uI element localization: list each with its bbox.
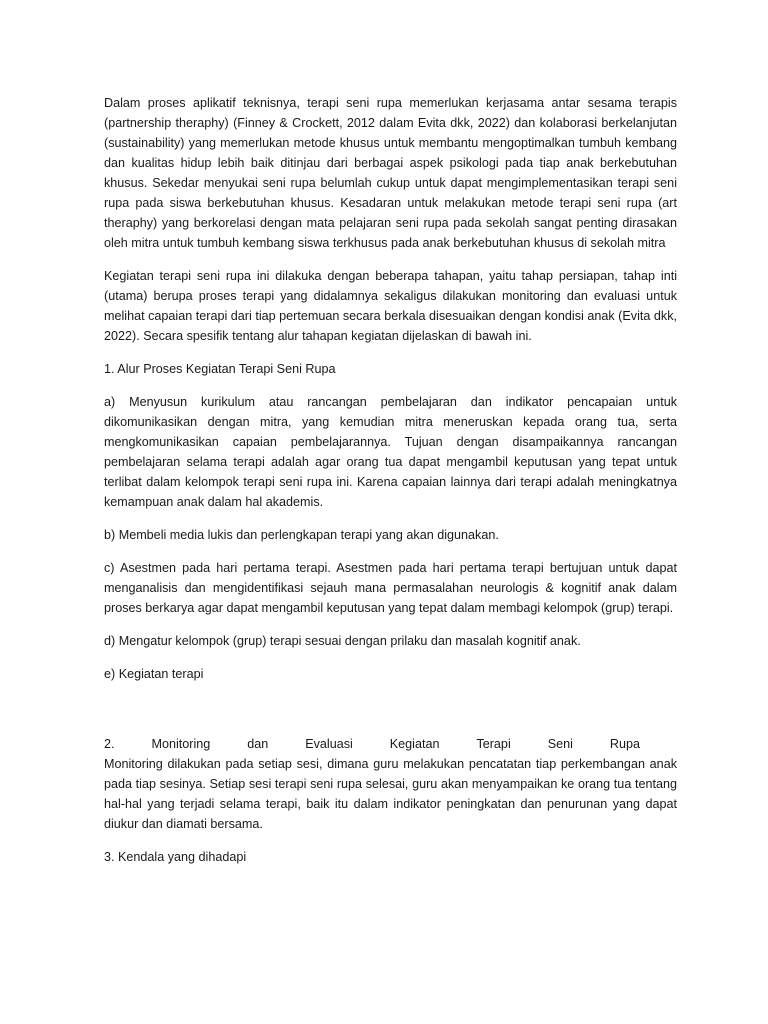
list-item-b: b) Membeli media lukis dan perlengkapan terapi yang akan digunakan.	[104, 528, 499, 542]
stages-paragraph: Kegiatan terapi seni rupa ini dilakuka dengan beberapa tahapan, yaitu tahap persiapan, tahap inti (utama) berupa proses terapi yang didalamnya sekaligus dilakukan monitoring dan evaluasi untuk melihat capaian terapi dari tiap pertemuan secara berkala disesuaikan dengan kondisi anak (Evita dkk, 2022). Secara spesifik tentang alur tahapan kegiatan dijelaskan di bawah ini.	[104, 269, 677, 343]
section-2-heading-word: Kegiatan	[389, 737, 440, 751]
section-2-heading-word: dan	[247, 737, 269, 751]
list-item-d: d) Mengatur kelompok (grup) terapi sesuai dengan prilaku dan masalah kognitif anak.	[104, 634, 581, 648]
list-item-e: e) Kegiatan terapi	[104, 667, 204, 681]
section-2-heading-word: Evaluasi	[305, 737, 353, 751]
section-1-heading: 1. Alur Proses Kegiatan Terapi Seni Rupa	[104, 362, 336, 376]
list-item-a: a) Menyusun kurikulum atau rancangan pembelajaran dan indikator pencapaian untuk dikomunikasikan dengan mitra, yang kemudian mitra meneruskan kepada orang tua, serta mengkomunikasikan capaian pembelajarannya. Tujuan dengan disampaikannya rancangan pembelajaran selama terapi adalah agar orang tua dapat mengambil keputusan yang tepat untuk terlibat dalam kelompok terapi seni rupa ini. Karena capaian lainnya dari terapi adalah meningkatnya kemampuan anak dalam hal akademis.	[104, 395, 677, 509]
document-page	[104, 93, 677, 880]
blank-line	[104, 697, 677, 734]
section-2-body: Monitoring dilakukan pada setiap sesi, dimana guru melakukan pencatatan tiap perkembangan anak pada tiap sesinya. Setiap sesi terapi seni rupa selesai, guru akan menyampaikan ke orang tua tentang hal-hal yang terjadi selama terapi, baik itu dalam indikator peningkatan dan penurunan yang dapat diukur dan diamati bersama.	[104, 757, 677, 831]
section-2-heading-word: Rupa	[609, 737, 640, 751]
section-2-heading-word: Monitoring	[151, 737, 211, 751]
intro-paragraph: Dalam proses aplikatif teknisnya, terapi seni rupa memerlukan kerjasama antar sesama terapis (partnership theraphy) (Finney & Crockett, 2012 dalam Evita dkk, 2022) dan kolaborasi berkelanjutan (sustainability) yang memerlukan metode khusus untuk membantu mengoptimalkan tumbuh kembang dan kualitas hidup lebih baik ditinjau dari berbagai aspek psikologi pada tiap anak berkebutuhan khusus. Sekedar menyukai seni rupa belumlah cukup untuk dapat mengimplementasikan terapi seni rupa pada siswa berkebutuhan khusus. Kesadaran untuk melakukan metode terapi seni rupa (art theraphy) yang berkorelasi dengan mata pelajaran seni rupa pada sekolah sangat penting dirasakan oleh mitra untuk tumbuh kembang siswa terkhusus pada anak berkebutuhan khusus di sekolah mitra	[104, 96, 677, 250]
list-item-c: c) Asestmen pada hari pertama terapi. Asestmen pada hari pertama terapi bertujuan untuk dapat menganalisis dan mengidentifikasi sejauh mana permasalahan neurologis & kognitif anak dalam proses berkarya agar dapat mengambil keputusan yang tepat dalam membagi kelompok (grup) terapi.	[104, 561, 677, 615]
section-2-heading-word: Terapi	[476, 737, 511, 751]
section-3-heading: 3. Kendala yang dihadapi	[104, 850, 247, 864]
section-2-heading-word: 2.	[104, 737, 115, 751]
section-2-heading	[104, 734, 677, 754]
section-2-heading-word: Seni	[547, 737, 573, 751]
